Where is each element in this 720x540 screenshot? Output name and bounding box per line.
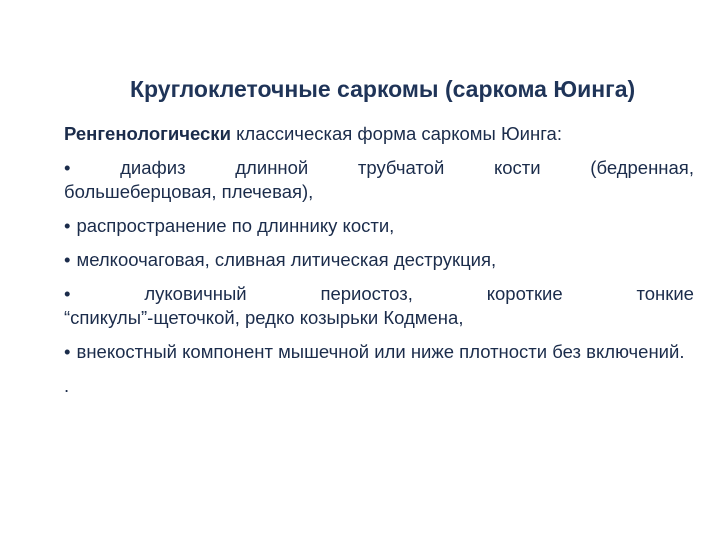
bullet-item-2 <box>64 214 694 238</box>
bullet-5-text: внекостный компонент мышечной или ниже плотности без включений. <box>76 341 685 362</box>
bullet-1-word: • <box>64 157 71 178</box>
bullet-1-line-2: большеберцовая, плечевая), <box>64 181 314 202</box>
bullet-item-1 <box>64 156 694 204</box>
bullet-item-5 <box>64 340 694 364</box>
bullet-4-word: периостоз, <box>320 283 413 304</box>
bullet-1-word: трубчатой <box>357 157 445 178</box>
bullet-4-word: короткие <box>486 283 563 304</box>
bullet-1-word: (бедренная, <box>590 157 694 178</box>
bullet-item-3 <box>64 248 694 272</box>
intro-text: классическая форма саркомы Юинга: <box>230 123 562 144</box>
bullet-4-word: луковичный <box>144 283 247 304</box>
bullet-1-word: длинной <box>235 157 309 178</box>
bullet-4-line-1 <box>64 282 694 306</box>
intro-lead: Ренгенологически <box>64 123 231 144</box>
bullet-1-word: кости <box>493 157 541 178</box>
bullet-1-line-1 <box>64 156 694 180</box>
bullet-marker: • <box>64 341 71 362</box>
bullet-marker: • <box>64 249 71 270</box>
bullet-4-word: • <box>64 283 71 304</box>
bullet-item-4 <box>64 282 694 330</box>
bullet-2-text: распространение по длиннику кости, <box>76 215 395 236</box>
trailing-dot: . <box>64 375 70 396</box>
bullet-1-word: диафиз <box>120 157 186 178</box>
slide-body <box>64 122 694 408</box>
bullet-4-line-2: “спикулы”-щеточкой, редко козырьки Кодмена, <box>64 307 464 328</box>
intro-paragraph <box>64 122 694 146</box>
bullet-3-text: мелкоочаговая, сливная литическая деструкция, <box>76 249 497 270</box>
bullet-4-word: тонкие <box>636 283 694 304</box>
slide-title: Круглоклеточные саркомы (саркома Юинга) <box>130 76 636 102</box>
bullet-marker: • <box>64 215 71 236</box>
